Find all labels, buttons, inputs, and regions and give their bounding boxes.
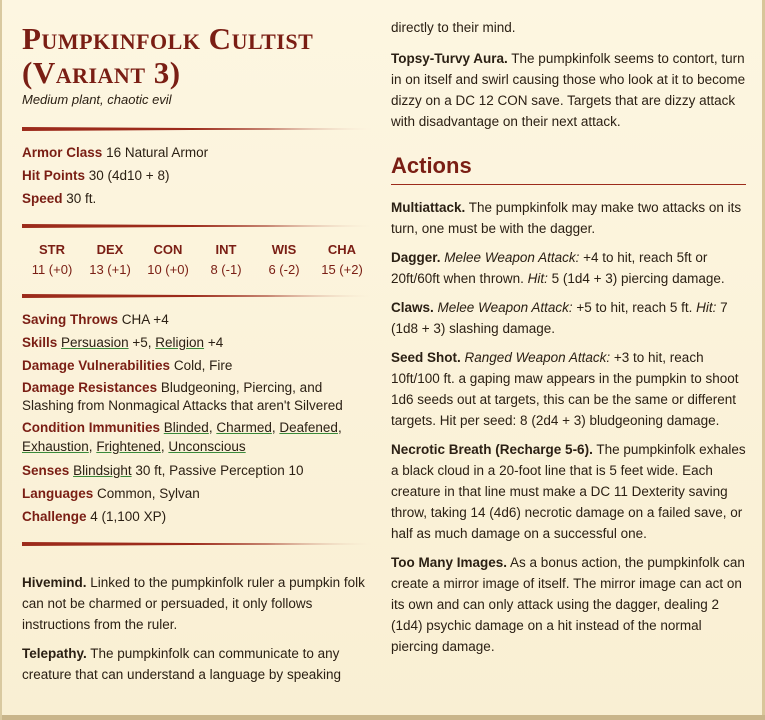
divider-2: [22, 224, 372, 228]
damage-resistances: Damage Resistances Bludgeoning, Piercing, and Slashing from Nonmagical Attacks that aren't Silvered: [22, 380, 343, 413]
challenge: Challenge 4 (1,100 XP): [22, 509, 167, 524]
actions-heading: Actions: [391, 153, 472, 178]
ability-scores: [22, 240, 372, 280]
monster-name-line2: (Variant 3): [22, 55, 181, 90]
ability-int: INT 8 (-1): [210, 242, 242, 277]
skill-link-persuasion[interactable]: Persuasion: [61, 335, 129, 350]
monster-name: [22, 22, 372, 90]
ability-dex: DEX 13 (+1): [89, 242, 131, 277]
ability-con: CON 10 (+0): [147, 242, 189, 277]
armor-class: Armor Class 16 Natural Armor: [22, 145, 209, 160]
hit-points: Hit Points 30 (4d10 + 8): [22, 168, 170, 183]
skill-link-religion[interactable]: Religion: [155, 335, 205, 350]
condition-link-unconscious[interactable]: Unconscious: [168, 439, 246, 454]
condition-link-frightened[interactable]: Frightened: [96, 439, 161, 454]
condition-link-charmed[interactable]: Charmed: [216, 420, 272, 435]
monster-meta: Medium plant, chaotic evil: [22, 92, 172, 107]
details: [22, 308, 372, 528]
traits: [22, 572, 372, 685]
action-claws: Claws. Melee Weapon Attack: +5 to hit, reach 5 ft. Hit: 7 (1d8 + 3) slashing damage.: [391, 300, 728, 336]
speed: Speed 30 ft.: [22, 191, 97, 206]
ability-cha: CHA 15 (+2): [321, 242, 363, 277]
damage-vulnerabilities: Damage Vulnerabilities Cold, Fire: [22, 358, 233, 373]
action-seed-shot: Seed Shot. Ranged Weapon Attack: +3 to hit, reach 10ft/100 ft. a gaping maw appears in the pumpkin to shoot 1d6 seeds out at targets, this can be the same or different targets. Hit per seed: 8 (2d4 + 3) bludgeoning damage.: [391, 350, 739, 428]
condition-immunities: Condition Immunities Blinded, Charmed, Deafened, Exhaustion, Frightened, Unconscious: [22, 420, 342, 454]
saving-throws: Saving Throws CHA +4: [22, 312, 169, 327]
languages: Languages Common, Sylvan: [22, 486, 200, 501]
divider-1: [22, 127, 372, 131]
trait-telepathy: Telepathy. The pumpkinfolk can communicate to any creature that can understand a language by speaking: [22, 646, 341, 682]
left-column: [22, 0, 372, 693]
ability-wis: WIS 6 (-2): [268, 242, 300, 277]
sense-link-blindsight[interactable]: Blindsight: [73, 463, 132, 478]
trait-topsy-turvy-aura: Topsy-Turvy Aura. The pumpkinfolk seems to contort, turn in on itself and swirl causing those who look at it to become dizzy on a DC 12 CON save. Targets that are dizzy attack with disadvantage on their next attack.: [391, 51, 746, 129]
right-column: [391, 0, 746, 665]
actions-rule: [391, 184, 746, 185]
senses: Senses Blindsight 30 ft, Passive Perception 10: [22, 463, 304, 478]
condition-link-deafened[interactable]: Deafened: [279, 420, 338, 435]
telepathy-continued: directly to their mind.: [391, 20, 516, 35]
monster-name-line1: Pumpkinfolk Cultist: [22, 21, 314, 56]
divider-3: [22, 294, 372, 298]
action-dagger: Dagger. Melee Weapon Attack: +4 to hit, reach 5ft or 20ft/60ft when thrown. Hit: 5 (1d4 + 3) piercing damage.: [391, 250, 725, 286]
trait-hivemind: Hivemind. Linked to the pumpkinfolk ruler a pumpkin folk can not be charmed or persuaded, it only follows instructions from the ruler.: [22, 575, 365, 632]
ability-str: STR 11 (+0): [31, 242, 73, 277]
condition-link-blinded[interactable]: Blinded: [163, 420, 209, 435]
action-too-many-images: Too Many Images. As a bonus action, the pumpkinfolk can create a mirror image of itself. The mirror image can act on its own and can only attack using the dagger, dealing 2 (1d4) psychic damage on a hit instead of the normal piercing damage.: [391, 555, 745, 654]
action-necrotic-breath: Necrotic Breath (Recharge 5-6). The pumpkinfolk exhales a black cloud in a 20-foot line that is 5 feet wide. Each creature in that line must make a DC 11 Dexterity saving throw, taking 14 (4d6) necrotic damage on a failed save, or half as much damage on a successful one.: [391, 442, 746, 541]
basic-stats: [22, 141, 372, 210]
divider-4: [22, 542, 372, 546]
condition-link-exhaustion[interactable]: Exhaustion: [22, 439, 89, 454]
page-bottom-border: [2, 715, 765, 720]
action-multiattack: Multiattack. The pumpkinfolk may make two attacks on its turn, one must be with the dagger.: [391, 200, 742, 236]
skills: Skills Persuasion +5, Religion +4: [22, 335, 224, 350]
